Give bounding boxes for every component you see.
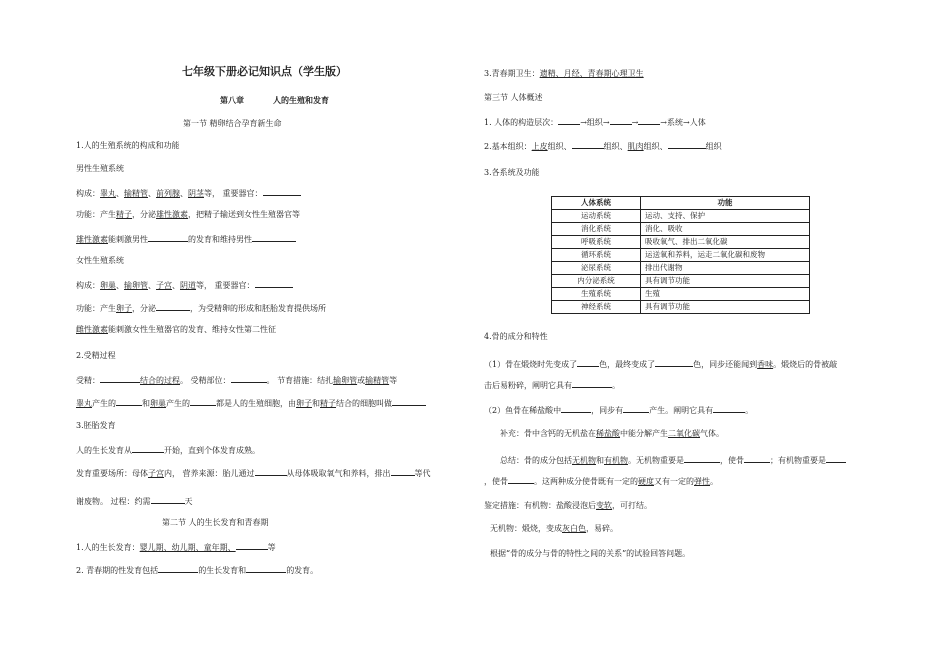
- table-cell: 内分泌系统: [552, 275, 641, 288]
- page-title: 七年级下册必记知识点（学生版）: [182, 65, 347, 78]
- table-cell: 运动系统: [552, 210, 641, 223]
- table-row: [552, 249, 810, 262]
- female-composition: 构成：卵巢、输卵管、子宫、阴道等， 重要器官：: [76, 278, 293, 292]
- bone-p1-line-2: 击后易粉碎，阐明它具有 。: [484, 378, 620, 392]
- table-row: [552, 223, 810, 236]
- embryo-line-1: 人的生长发育从 开始，直到个体发育成熟。: [76, 443, 260, 457]
- table-cell: 循环系统: [552, 249, 641, 262]
- embryo-line-2: 发育重要场所：母体子宫内， 营养来源：胎儿通过 从母体吸取氧气和养料，排出 等代: [76, 466, 431, 480]
- table-cell: 生殖系统: [552, 288, 641, 301]
- chapter-number: 第八章: [220, 96, 244, 105]
- body-levels: 1. 人体的构造层次： →组织→ → →系统→人体: [484, 115, 706, 129]
- puberty-hygiene: 3.青春期卫生：遗精、月经、青春期心理卫生: [484, 69, 644, 78]
- section-3-title: 第三节 人体概述: [484, 93, 543, 102]
- growth-line-1: 1.人的生长发育：婴儿期、幼儿期、童年期、 等: [76, 540, 276, 554]
- q3-heading: 3.胚胎发育: [76, 421, 116, 430]
- male-hormone: 雄性激素能刺激男性 的发育和维持男性: [76, 232, 296, 246]
- q1-heading: 1.人的生殖系统的构成和功能: [76, 141, 180, 150]
- table-cell: 具有调节功能: [641, 275, 810, 288]
- table-header-cell: 人体系统: [552, 197, 641, 210]
- female-function: 功能：产生卵子，分泌 ，为受精卵的形成和胚胎发育提供场所: [76, 301, 326, 315]
- table-cell: 运送氧和养料，运走二氧化碳和废物: [641, 249, 810, 262]
- chapter-name: 人的生殖和发育: [273, 96, 329, 105]
- table-cell: 生殖: [641, 288, 810, 301]
- table-header-row: [552, 197, 810, 210]
- systems-table: [551, 196, 810, 314]
- table-row: [552, 210, 810, 223]
- male-function: 功能：产生精子，分泌雄性激素，把精子输送到女性生殖器官等: [76, 210, 300, 219]
- bone-p1-line-1: （1）骨在煅烧时先变成了 色，最终变成了 色，同步还能闻到香味。煅烧后的骨被敲: [484, 357, 837, 371]
- table-row: [552, 301, 810, 314]
- growth-line-2: 2. 青春期的性发育包括 的生长发育和 的发育。: [76, 563, 318, 577]
- table-row: [552, 288, 810, 301]
- table-cell: 神经系统: [552, 301, 641, 314]
- female-system-heading: 女性生殖系统: [76, 256, 124, 265]
- identify-organic: 鉴定措施：有机物：盐酸浸泡后变软，可打结。: [484, 501, 652, 510]
- male-system-heading: 男性生殖系统: [76, 164, 124, 173]
- table-header-cell: 功能: [641, 197, 810, 210]
- table-row: [552, 236, 810, 249]
- identify-inorganic: 无机物：煅烧，变成灰白色，易碎。: [490, 524, 618, 533]
- embryo-line-3: 谢废物。 过程：约需 天: [76, 494, 193, 508]
- summary-line-1: 总结：骨的成分包括无机物和有机物。无机物重要是 ，使骨 ；有机物重要是: [500, 453, 846, 467]
- table-cell: 泌尿系统: [552, 262, 641, 275]
- table-cell: 排出代谢物: [641, 262, 810, 275]
- section-2-title: 第二节 人的生长发育和青春期: [162, 518, 269, 527]
- experiment-note: 根据“骨的成分与骨的特性之间的关系”的试验回答问题。: [490, 549, 691, 558]
- table-row: [552, 262, 810, 275]
- q2-heading: 2.受精过程: [76, 351, 116, 360]
- table-cell: 具有调节功能: [641, 301, 810, 314]
- basic-tissues: 2.基本组织：上皮组织、 组织、肌肉组织、 组织: [484, 139, 722, 153]
- bone-heading: 4.骨的成分和特性: [484, 332, 548, 341]
- table-cell: 消化、吸收: [641, 223, 810, 236]
- female-hormone: 雌性激素能刺激女性生殖器官的发育、维持女性第二性征: [76, 325, 276, 334]
- section-1-title: 第一节 精卵结合孕育新生命: [183, 119, 282, 128]
- table-cell: 消化系统: [552, 223, 641, 236]
- table-row: [552, 275, 810, 288]
- table-cell: 吸收氧气、排出二氧化碳: [641, 236, 810, 249]
- summary-line-2: ，使骨 。这两种成分使骨既有一定的硬度又有一定的弹性。: [484, 474, 718, 488]
- male-composition: 构成：睾丸、输精管、前列腺、阴茎等， 重要器官：: [76, 186, 301, 200]
- systems-heading: 3.各系统及功能: [484, 168, 540, 177]
- bone-p2: （2）鱼骨在稀盐酸中 ，同步有 产生。阐明它具有 。: [484, 403, 753, 417]
- supplement: 补充：骨中含钙的无机盐在稀盐酸中能分解产生二氧化碳气体。: [500, 429, 724, 438]
- table-cell: 运动、支持、保护: [641, 210, 810, 223]
- table-cell: 呼吸系统: [552, 236, 641, 249]
- fertilization-line-1: 受精： 结合的过程。 受精部位： 。 节育措施：结扎输卵管或输精管等: [76, 373, 397, 387]
- fertilization-line-2: 睾丸产生的 和卵巢产生的 都是人的生殖细胞，由卵子和精子结合的细胞叫做: [76, 396, 426, 410]
